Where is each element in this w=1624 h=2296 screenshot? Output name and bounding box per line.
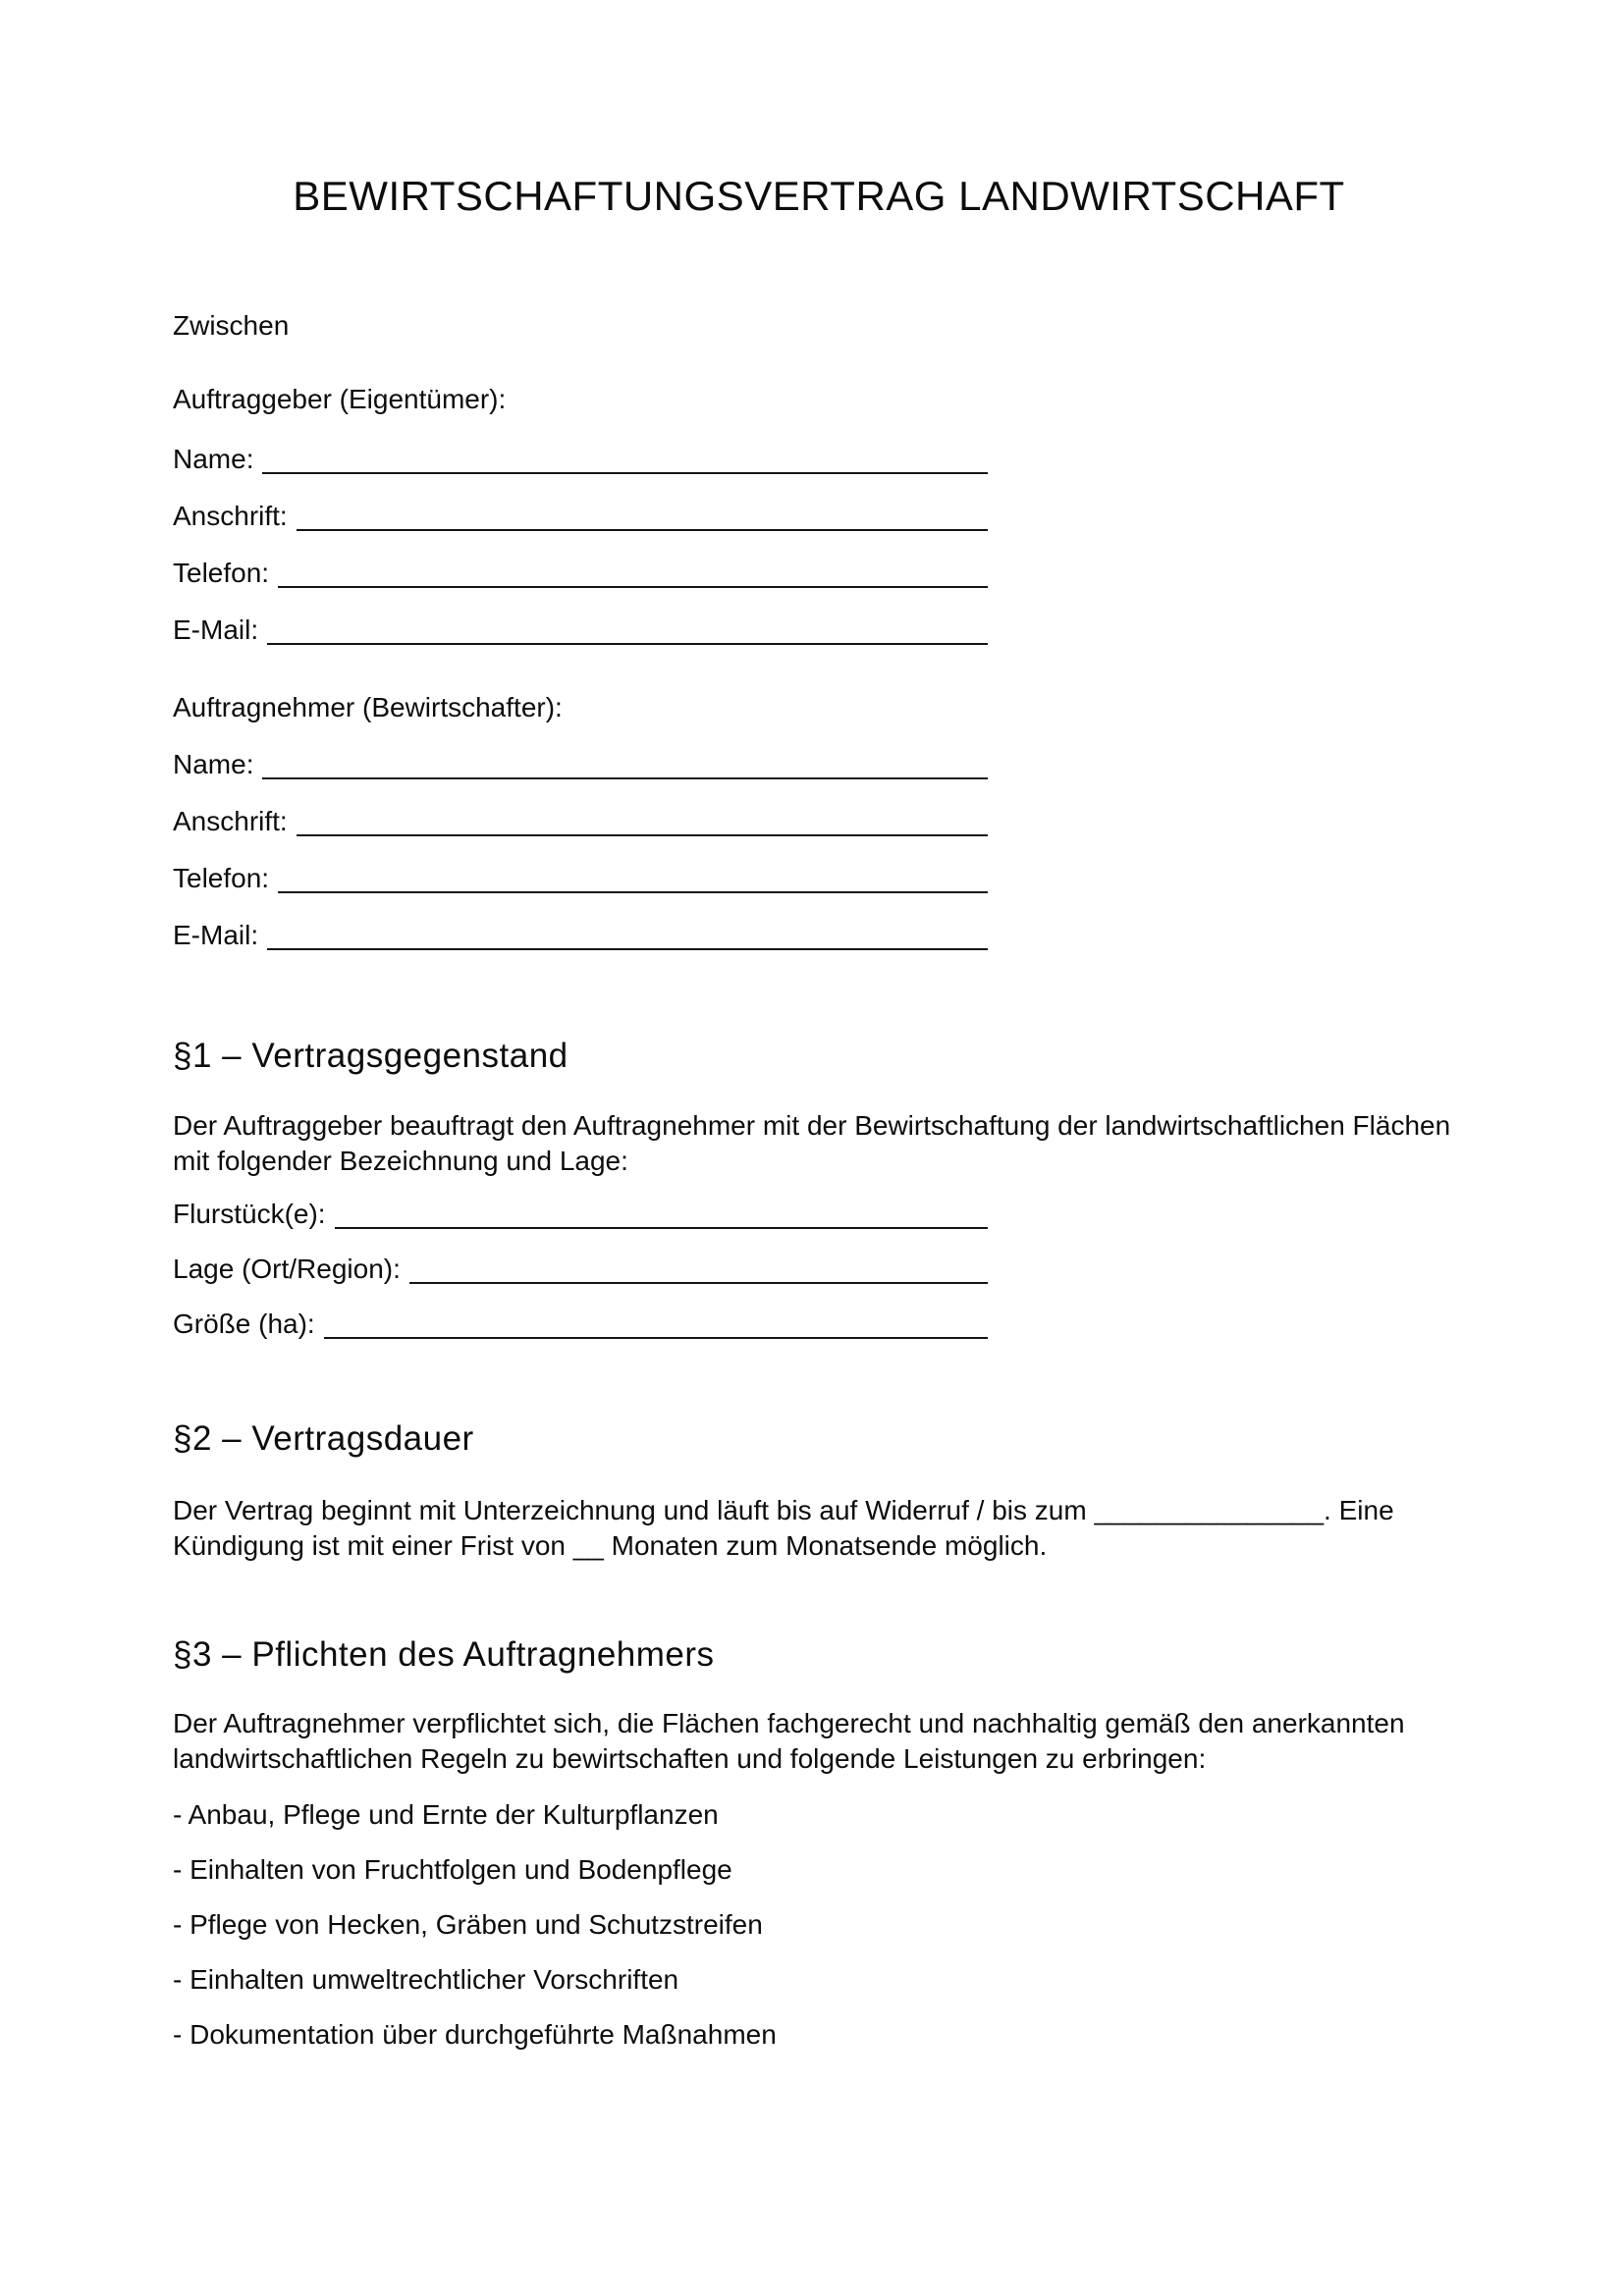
party2-heading: Auftragnehmer (Bewirtschafter): [173,692,563,722]
party2-address-fill-line [297,804,988,836]
section3-body: Der Auftragnehmer verpflichtet sich, die Flächen fachgerecht und nachhaltig gemäß den anerkannten landwirtschaftlichen Regeln zu bewirtschaften und folgende Leistungen zu erbringen: [173,1708,1405,1774]
party1-phone-label: Telefon: [173,558,270,588]
party2-name-row [173,747,988,782]
area-label: Größe (ha): [173,1308,315,1339]
parcel-row [173,1197,988,1232]
party2-email-row [173,918,988,953]
section3-heading: §3 – Pflichten des Auftragnehmers [173,1635,715,1674]
party1-address-label: Anschrift: [173,501,288,531]
party2-name-fill-line [262,747,988,779]
party2-address-row [173,804,988,839]
duty-item-hedges: - Pflege von Hecken, Gräben und Schutzstreifen [173,1909,763,1940]
party1-phone-row [173,556,988,591]
party1-address-fill-line [297,499,988,531]
party1-name-row [173,442,988,477]
party2-email-label: E-Mail: [173,920,259,950]
party1-email-fill-line [267,613,988,645]
section1-heading: §1 – Vertragsgegenstand [173,1037,568,1075]
party1-phone-fill-line [278,556,988,588]
party1-address-row [173,499,988,534]
party1-name-fill-line [262,442,988,474]
duty-item-documentation: - Dokumentation über durchgeführte Maßnahmen [173,2019,777,2050]
parcel-label: Flurstück(e): [173,1199,326,1229]
party1-heading: Auftraggeber (Eigentümer): [173,384,507,414]
location-label: Lage (Ort/Region): [173,1254,401,1284]
duty-item-crop-rotation: - Einhalten von Fruchtfolgen und Bodenpflege [173,1854,732,1885]
location-fill-line [409,1252,988,1284]
party2-address-label: Anschrift: [173,806,288,836]
party2-phone-row [173,861,988,896]
section2-body: Der Vertrag beginnt mit Unterzeichnung und läuft bis auf Widerruf / bis zum _______________. Eine Kündigung ist mit einer Frist von __ Monaten zum Monatsende möglich. [173,1495,1394,1561]
party2-email-fill-line [267,918,988,950]
duty-item-cultivation: - Anbau, Pflege und Ernte der Kulturpflanzen [173,1799,719,1830]
party2-name-label: Name: [173,749,254,779]
section1-body: Der Auftraggeber beauftragt den Auftragnehmer mit der Bewirtschaftung der landwirtschaftlichen Flächen mit folgender Bezeichnung und Lage: [173,1110,1451,1176]
party1-name-label: Name: [173,444,254,474]
party1-email-label: E-Mail: [173,614,259,645]
area-row [173,1307,988,1342]
party1-email-row [173,613,988,648]
party2-phone-fill-line [278,861,988,893]
section2-heading: §2 – Vertragsdauer [173,1419,474,1458]
party2-phone-label: Telefon: [173,863,270,893]
intro-word: Zwischen [173,310,290,341]
parcel-fill-line [335,1197,988,1229]
area-fill-line [324,1307,988,1339]
location-row [173,1252,988,1287]
duty-item-environment: - Einhalten umweltrechtlicher Vorschriften [173,1964,679,1995]
document-title: BEWIRTSCHAFTUNGSVERTRAG LANDWIRTSCHAFT [293,173,1345,219]
